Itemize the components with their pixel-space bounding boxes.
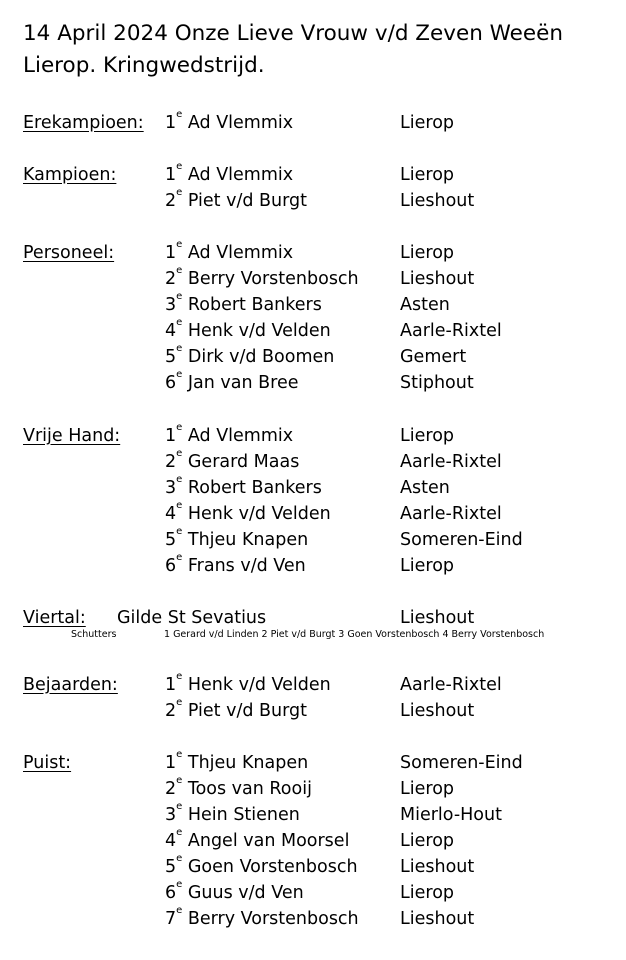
result-row	[0, 802, 626, 828]
result-entry: 3e Hein Stienen	[165, 801, 300, 825]
result-entry: 1e Thjeu Knapen	[165, 749, 309, 773]
section-vrije-hand	[0, 423, 626, 449]
result-row	[0, 906, 626, 932]
result-row	[0, 553, 626, 579]
result-entry: 4e Angel van Moorsel	[165, 827, 350, 851]
result-town: Lierop	[400, 883, 455, 903]
category-label: Bejaarden:	[23, 675, 118, 695]
result-row	[0, 880, 626, 906]
result-town: Someren-Eind	[400, 753, 523, 773]
result-town: Lierop	[400, 165, 455, 185]
result-town: Mierlo-Hout	[400, 805, 502, 825]
shooters-row	[0, 628, 626, 642]
category-label: Kampioen:	[23, 165, 117, 185]
result-entry: 7e Berry Vorstenbosch	[165, 905, 359, 929]
section-kampioen	[0, 162, 626, 188]
result-town: Lieshout	[400, 269, 475, 289]
result-town: Stiphout	[400, 373, 474, 393]
result-entry: 6e Frans v/d Ven	[165, 552, 306, 576]
result-row	[0, 292, 626, 318]
result-row	[0, 266, 626, 292]
result-entry: 2e Piet v/d Burgt	[165, 187, 307, 211]
category-label: Puist:	[23, 753, 72, 773]
result-row	[0, 188, 626, 214]
result-entry: 1e Ad Vlemmix	[165, 422, 294, 446]
result-town: Lieshout	[400, 857, 475, 877]
result-town: Aarle-Rixtel	[400, 504, 502, 524]
result-row	[0, 449, 626, 475]
title-line-2: Lierop. Kringwedstrijd.	[23, 53, 265, 78]
result-town: Asten	[400, 295, 450, 315]
result-entry: 2e Toos van Rooij	[165, 775, 312, 799]
result-entry: 5e Thjeu Knapen	[165, 526, 309, 550]
result-row	[0, 776, 626, 802]
result-entry: 6e Jan van Bree	[165, 369, 299, 393]
result-town: Lieshout	[400, 701, 475, 721]
result-town: Lierop	[400, 243, 455, 263]
result-row	[0, 370, 626, 396]
result-town: Lierop	[400, 779, 455, 799]
result-row	[0, 344, 626, 370]
result-town: Lierop	[400, 426, 455, 446]
shooters-label: Schutters	[71, 629, 117, 640]
category-label: Viertal:	[23, 608, 86, 628]
result-row	[0, 828, 626, 854]
section-erekampioen	[0, 110, 626, 136]
result-row	[0, 501, 626, 527]
result-entry: 1e Henk v/d Velden	[165, 671, 331, 695]
result-town: Aarle-Rixtel	[400, 675, 502, 695]
result-entry: 6e Guus v/d Ven	[165, 879, 304, 903]
result-entry: 5e Dirk v/d Boomen	[165, 343, 335, 367]
section-puist	[0, 750, 626, 776]
result-row	[0, 854, 626, 880]
result-entry: 1e Ad Vlemmix	[165, 109, 294, 133]
category-label: Personeel:	[23, 243, 115, 263]
result-entry: 3e Robert Bankers	[165, 291, 322, 315]
shooters-list: 1 Gerard v/d Linden 2 Piet v/d Burgt 3 Goen Vorstenbosch 4 Berry Vorstenbosch	[164, 629, 545, 640]
result-town: Lierop	[400, 831, 455, 851]
category-label: Erekampioen:	[23, 113, 144, 133]
result-entry: 1e Ad Vlemmix	[165, 161, 294, 185]
result-town: Lierop	[400, 556, 455, 576]
category-label: Vrije Hand:	[23, 426, 121, 446]
result-town: Asten	[400, 478, 450, 498]
section-personeel	[0, 240, 626, 266]
result-town: Lieshout	[400, 608, 475, 628]
result-entry: 2e Berry Vorstenbosch	[165, 265, 359, 289]
document-title	[23, 18, 563, 82]
result-entry: 1e Ad Vlemmix	[165, 239, 294, 263]
team-name: Gilde St Sevatius	[117, 608, 267, 628]
result-entry: 2e Piet v/d Burgt	[165, 697, 307, 721]
result-town: Lieshout	[400, 909, 475, 929]
result-entry: 2e Gerard Maas	[165, 448, 300, 472]
result-row	[0, 698, 626, 724]
result-town: Lierop	[400, 113, 455, 133]
section-bejaarden	[0, 672, 626, 698]
result-town: Lieshout	[400, 191, 475, 211]
result-town: Gemert	[400, 347, 467, 367]
result-row	[0, 475, 626, 501]
result-row	[0, 527, 626, 553]
result-entry: 4e Henk v/d Velden	[165, 500, 331, 524]
title-line-1: 14 April 2024 Onze Lieve Vrouw v/d Zeven Weeën	[23, 21, 563, 46]
result-town: Aarle-Rixtel	[400, 452, 502, 472]
result-row	[0, 318, 626, 344]
result-entry: 5e Goen Vorstenbosch	[165, 853, 358, 877]
result-town: Aarle-Rixtel	[400, 321, 502, 341]
result-town: Someren-Eind	[400, 530, 523, 550]
result-entry: 3e Robert Bankers	[165, 474, 322, 498]
result-entry: 4e Henk v/d Velden	[165, 317, 331, 341]
